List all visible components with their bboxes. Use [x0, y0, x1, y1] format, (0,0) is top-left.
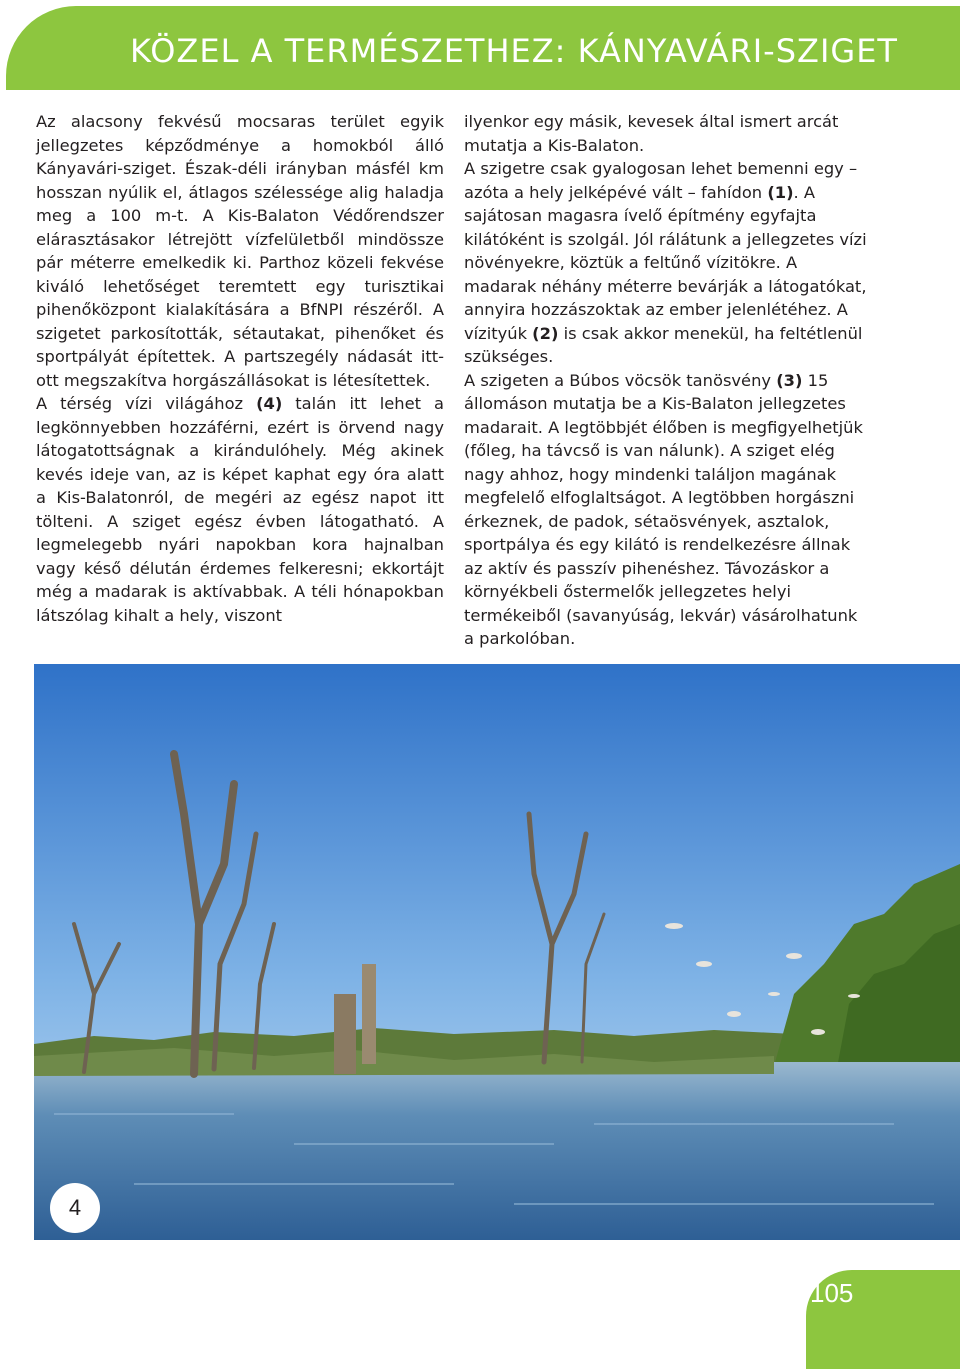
right-text-column: [464, 110, 870, 651]
photo-reference: (3): [776, 370, 803, 390]
paragraph: ilyenkor egy másik, kevesek által ismert arcát mutatja a Kis-Balaton.: [464, 112, 839, 155]
paragraph: A szigetre csak gyalogosan lehet bemenni egy – azóta a hely jelképévé vált – fahídon (1). A sajátosan magasra ívelő építmény egyfajta kilátóként is szolgál. Jól rálátunk a jellegzetes vízi növényekre, köztük a feltűnő vízitökre. A madarak néhány méterre bevárják a látogatókat, annyira hozzászoktak az ember jelenlétéhez. A vízityúk (2) is csak akkor menekül, ha feltétlenül szükséges.: [464, 159, 867, 366]
wetland-photo: [34, 664, 960, 1240]
wetland-photo-illustration: [34, 664, 960, 1240]
photo-reference: (1): [767, 182, 794, 202]
chapter-banner: [6, 6, 960, 90]
photo-number-badge: 4: [50, 1183, 100, 1233]
paragraph: A térség vízi világához (4) talán itt lehet a legkönnyebben hozzáférni, ezért is örvend nagy látogatottságnak a kirándulóhely. Még akinek kevés ideje van, az is képet kaphat egy óra alatt a Kis-Balatonról, de megéri az egész napot itt tölteni. A sziget egész évben látogatható. A legmelegebb nyári napokban kora hajnalban vagy késő délután érdemes felkeresni; ekkortájt még a madarak is aktívabbak. A téli hónapokban látszólag kihalt a hely, viszont: [36, 394, 444, 625]
page-title: KÖZEL A TERMÉSZETHEZ: KÁNYAVÁRI-SZIGET: [130, 32, 898, 70]
photo-reference: (2): [532, 323, 559, 343]
paragraph: Az alacsony fekvésű mocsaras terület egyik jellegzetes képződménye a homokból álló Kányavári-sziget. Észak-déli irányban másfél km hosszan nyúlik el, átlagos szélessége alig haladja meg a 100 m-t. A Kis-Balaton Védőrendszer elárasztásakor létrejött vízfelületből mindössze pár méterre emelkedik ki. Parthoz közeli fekvése kiváló lehetőséget teremtett egy turisztikai pihenőközpont kialakítására a BfNPI részéről. A szigetet parkosították, sétautakat, pihenőket és sportpályát építettek. A partszegély nádasát itt-ott megszakítva horgászállásokat is létesítettek.: [36, 112, 444, 390]
page-number: 105: [810, 1278, 854, 1308]
photo-reference: (4): [256, 394, 283, 413]
paragraph: A szigeten a Búbos vöcsök tanösvény (3) 15 állomáson mutatja be a Kis-Balaton jellegzetes madarait. A legtöbbjét élőben is megfigyelhetjük (főleg, ha távcső is van nálunk). A sziget elég nagy ahhoz, hogy mindenki találjon magának megfelelő elfoglaltságot. A legtöbben horgászni érkeznek, de padok, sétaösvények, asztalok, sportpálya és egy kilátó is rendelkezésre állnak az aktív és passzív pihenéshez. Távozáskor a környékbeli őstermelők jellegzetes helyi termékeiből (savanyúság, lekvár) vásárolhatunk a parkolóban.: [464, 370, 863, 648]
left-text-column: [36, 110, 444, 627]
page-number-tab: [806, 1270, 960, 1369]
